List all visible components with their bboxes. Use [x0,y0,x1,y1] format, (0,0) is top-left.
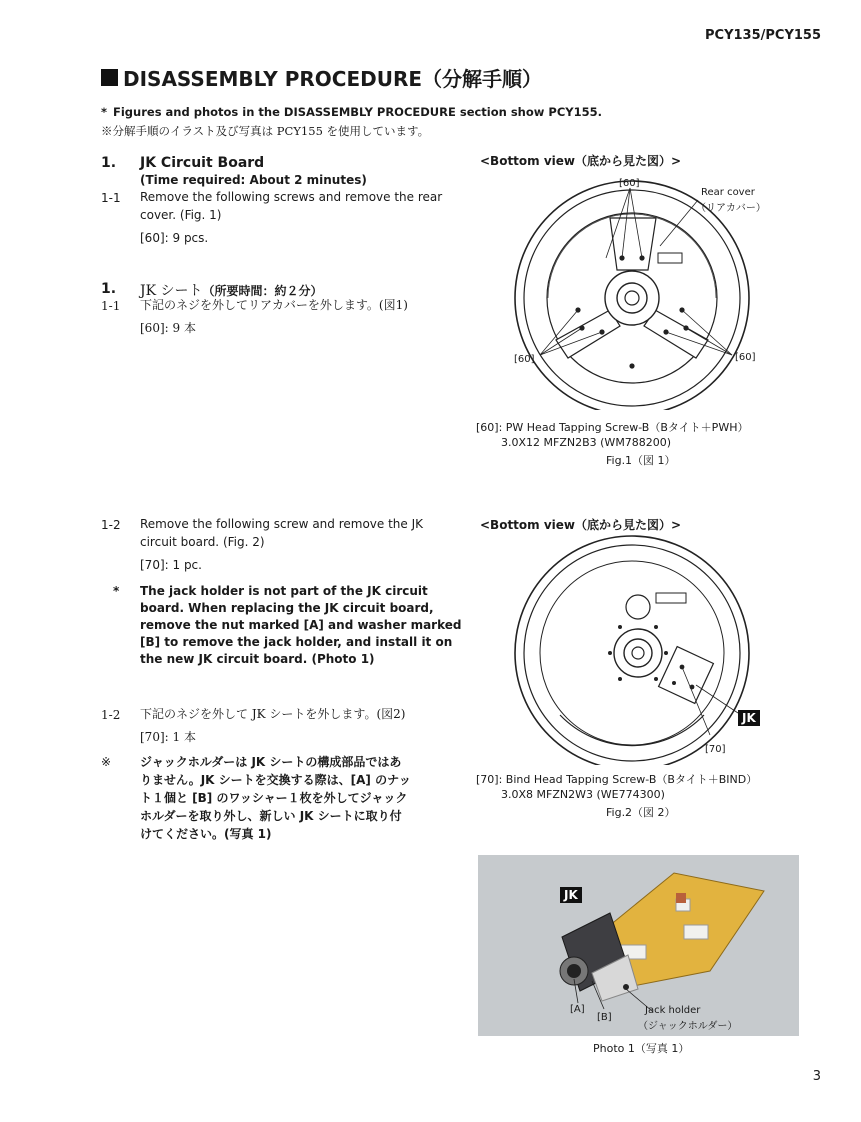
page-title-text: DISASSEMBLY PROCEDURE（分解手順） [123,67,543,91]
step12-num: 1-2 [101,518,121,532]
photo1-jk-badge: JK [560,887,582,903]
step12-jp-note-3: ト１個と [B] のワッシャー１枚を外してジャック [140,791,408,805]
section1-jp-time: （所要時間：約２分） [202,284,323,298]
fig1-caption-line2: 3.0X12 MFZN2B3 (WM788200) [501,436,672,449]
intro-en: Figures and photos in the DISASSEMBLY PROCEDURE section show PCY155. [113,105,602,119]
section1-title: JK Circuit Board [140,155,265,171]
fig1-label-60-right: [60] [735,352,756,363]
step12-qty: [70]: 1 pc. [140,558,202,572]
page-number: 3 [812,1069,821,1084]
fig1-caption-line1: [60]: PW Head Tapping Screw-B（Bタイト＋PWH） [476,421,749,434]
section1-time: (Time required: About 2 minutes) [140,173,367,187]
step12-jp-qty: [70]: 1 本 [140,730,196,744]
fig2-view-label: <Bottom view（底から見た図）> [480,518,682,532]
intro-star: * [101,105,108,119]
fig2-caption-line1: [70]: Bind Head Tapping Screw-B（Bタイト＋BIND） [476,773,758,786]
photo1-jack-holder-en: Jack holder [645,1005,701,1016]
photo1-label-b: [B] [597,1012,612,1023]
step11-line1: Remove the following screws and remove the rear [140,190,443,204]
section1-jp-title-text: JK シート [140,283,203,299]
step12-jp-line: 下記のネジを外して JK シートを外します。(図2) [140,707,406,721]
step11-num: 1-1 [101,191,121,205]
photo1-jack-holder-jp: （ジャックホルダー） [638,1021,738,1032]
step12-note-5: the new JK circuit board. (Photo 1) [140,652,375,666]
step11-line2: cover. (Fig. 1) [140,208,222,222]
section1-num: 1. [101,155,117,171]
step12-jp-note-4: ホルダーを取り外し、新しい JK シートに取り付 [140,809,402,823]
photo1-label-a: [A] [570,1004,585,1015]
step11-jp-text: 下記のネジを外してリアカバーを外します。(図1) [140,298,408,312]
photo1-jack-holder [478,855,799,1036]
page-title [101,63,542,92]
step12-jp-note-1: ジャックホルダーは JK シートの構成部品ではあ [140,755,402,769]
step12-jp-note-5: けてください。(写真 1) [140,827,272,841]
step12-jp-note-2: りません。JK シートを交換する際は、[A] のナッ [140,773,411,787]
intro-jp: ※分解手順のイラスト及び写真は PCY155 を使用しています。 [101,124,430,138]
fig2-caption-line2: 3.0X8 MFZN2W3 (WE774300) [501,788,665,801]
step11-qty: [60]: 9 pcs. [140,231,209,245]
step11-jp-qty: [60]: 9 本 [140,321,196,335]
fig1-label-60-top: [60] [619,178,640,189]
fig1-rear-cover-jp: （リアカバー） [696,203,766,214]
fig2-label-70: [70] [705,744,726,755]
model-name: PCY135/PCY155 [705,28,821,43]
step12-note-1: The jack holder is not part of the JK circuit [140,584,428,598]
step12-jp-mark: ※ [101,755,112,769]
step12-note-star: * [113,584,120,598]
step12-line2: circuit board. (Fig. 2) [140,535,265,549]
fig1-rear-cover-en: Rear cover [701,187,755,198]
fig1-label-60-left: [60] [514,354,535,365]
fig2-number: Fig.2（図 2） [606,806,676,819]
fig2-bottom-view-drawing [470,535,800,765]
photo1-caption: Photo 1（写真 1） [593,1042,690,1055]
step12-note-3: remove the nut marked [A] and washer marked [140,618,462,632]
step12-jp-num: 1-2 [101,708,121,722]
step12-note-4: [B] to remove the jack holder, and install it on [140,635,453,649]
step12-line1: Remove the following screw and remove the JK [140,517,424,531]
photo1-drawing [478,855,799,1036]
step12-note-2: board. When replacing the JK circuit board, [140,601,434,615]
fig1-view-label: <Bottom view（底から見た図）> [480,154,682,168]
step11-jp-num: 1-1 [101,299,121,313]
fig2-jk-badge: JK [738,710,760,726]
fig1-number: Fig.1（図 1） [606,454,676,467]
title-square-icon [101,69,118,86]
section1-jp-num: 1. [101,281,117,297]
